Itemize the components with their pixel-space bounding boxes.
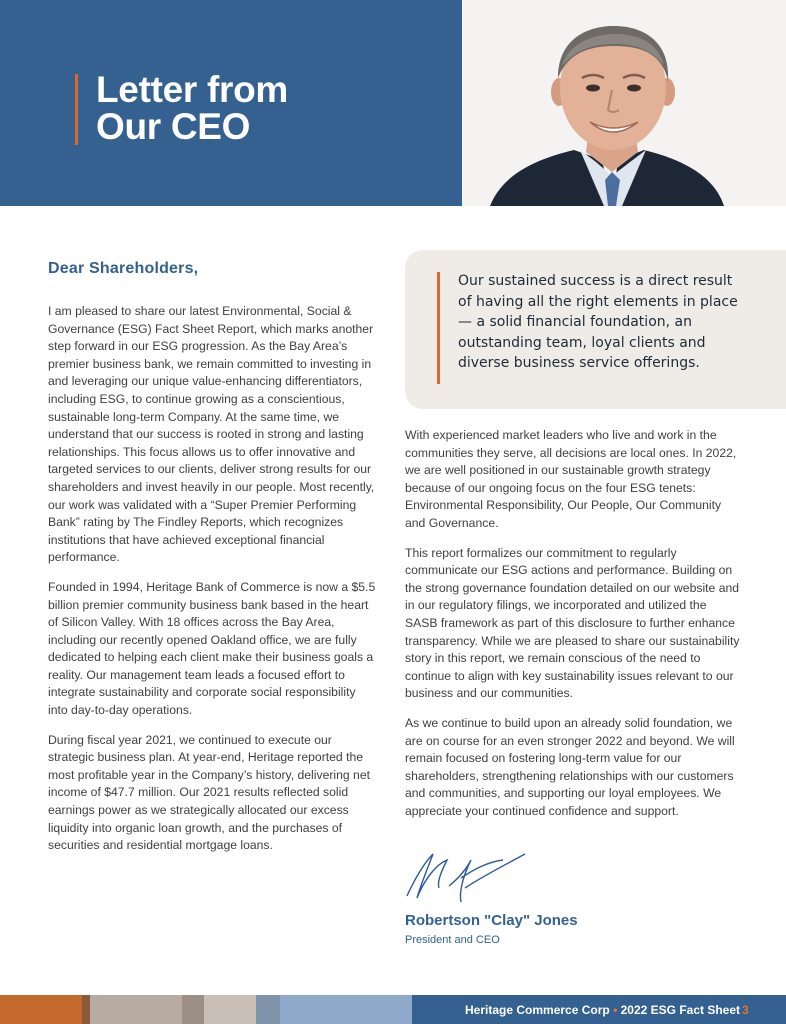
letter-paragraph: Founded in 1994, Heritage Bank of Commerce is now a $5.5 billion premier community business bank based in the heart of Silicon Valley. With 18 offices across the Bay Area, including our recently opened Oakland office, we are fully dedicated to helping each client make their business goals a reality. Our management team leads a focused effort to integrate sustainability and corporate social responsibility into day-to-day operations. bbox=[48, 579, 376, 718]
signer-name: Robertson "Clay" Jones bbox=[405, 912, 578, 929]
pull-quote-text: Our sustained success is a direct result of having all the right elements in place — a solid financial foundation, an outstanding team, loyal clients and diverse business service offerings. bbox=[458, 273, 738, 372]
ceo-portrait-image bbox=[462, 0, 786, 206]
signer-title: President and CEO bbox=[405, 934, 500, 946]
letter-paragraph: During fiscal year 2021, we continued to execute our strategic business plan. At year-end, Heritage reported the most profitable year in the Company’s history, delivering net income of $47.7 million. Our 2021 results reflected solid earnings power as we strategically allocated our excess liquidity into organic loan growth, and the purchases of securities and residential mortgage loans. bbox=[48, 732, 370, 853]
page-title-line-2: Our CEO bbox=[96, 106, 251, 147]
letter-paragraph: With experienced market leaders who live and work in the communities they serve, all decisions are local ones. In 2022, we are well positioned in our sustainable growth strategy because of our ongoing focus on the four ESG tenets: Environmental Responsibility, Our People, Our Community and Governance. bbox=[405, 428, 737, 530]
footer-caption bbox=[465, 1003, 740, 1017]
pull-quote-accent-bar bbox=[437, 272, 440, 384]
pull-quote-box bbox=[405, 250, 786, 409]
letter-right-column bbox=[405, 427, 740, 832]
footer-separator: • bbox=[613, 1003, 618, 1017]
letter-greeting: Dear Shareholders, bbox=[48, 260, 199, 277]
signature-image bbox=[403, 848, 543, 904]
footer-report: 2022 ESG Fact Sheet bbox=[620, 1003, 740, 1017]
letter-paragraph: As we continue to build upon an already solid foundation, we are on course for an even stronger 2022 and beyond. We will remain focused on fostering long-term value for our shareholders, strengthening relationships with our customers and communities, and supporting our loyal employees. We appreciate your continued confidence and support. bbox=[405, 715, 735, 818]
letter-paragraph: This report formalizes our commitment to regularly communicate our ESG actions and performance. Building on the strong governance foundation detailed on our website and in our regulatory filings, we incorporated and utilized the SASB framework as part of this disclosure to further enhance transparency. While we are pleased to share our sustainability story in this report, we remain conscious of the need to continue to align with key sustainability issues relevant to our business and our communities. bbox=[405, 545, 740, 701]
page-number: 3 bbox=[742, 1003, 749, 1017]
letter-left-column bbox=[48, 303, 378, 867]
letter-paragraph: I am pleased to share our latest Environmental, Social & Governance (ESG) Fact Sheet Report, which marks another step forward in our ESG progression. As the Bay Area’s premier business bank, we remain committed to investing in and leveraging our unique value-enhancing differentiators, including ESG, to continue growing as a conscientious, sustainable long-term Company. At the same time, we understand that our success is rooted in strong and lasting relationships. This focus allows us to offer innovative and targeted services to our clients, deliver strong results for our shareholders and invest heavily in our people. Most recently, our work was validated with a “Super Premier Performing Bank” rating by The Findley Reports, which recognizes institutions that have achieved exceptional financial performance. bbox=[48, 304, 375, 565]
page-title-line-1: Letter from bbox=[96, 69, 288, 110]
page-title bbox=[96, 71, 288, 145]
footer-company: Heritage Commerce Corp bbox=[465, 1003, 610, 1017]
header-accent-bar bbox=[75, 74, 78, 145]
